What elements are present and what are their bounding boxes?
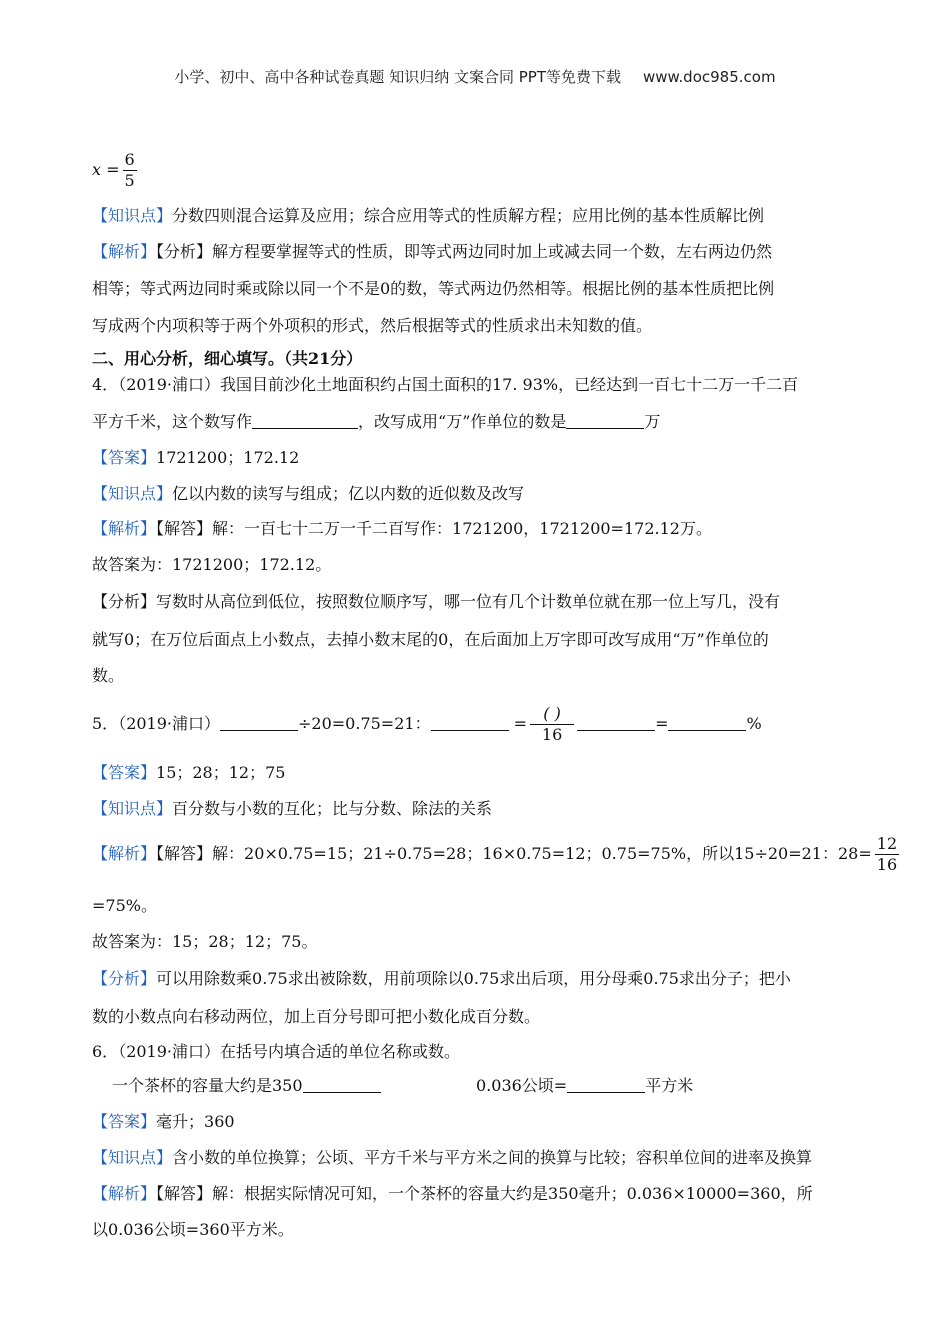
q4-analysis-line-1 [92,592,780,612]
q5-number: 5． [92,714,119,733]
knowledge-tag: 【知识点】 [92,1148,173,1167]
prev-solution-x [92,150,140,191]
q4-answer-line [92,448,299,468]
q5-sol-frac-den: 16 [876,855,898,874]
q5-eq-2: = [655,714,669,733]
q6-solution-line-2: 以0.036公顷=360平方米。 [92,1220,294,1239]
solution-tag: 【解答】 [156,519,213,538]
q4-answer: 1721200；172.12 [156,448,300,467]
q5-solution: 解：20×0.75=15；21÷0.75=28；16×0.75=12；0.75=75%，所以15÷20=21：28= [212,844,872,863]
q4-source: （2019·浦口） [118,375,220,394]
q5-blank-3[interactable] [577,714,655,731]
answer-tag: 【答案】 [92,1112,157,1131]
q4-line-1 [92,375,798,395]
q5-line-1 [92,704,762,745]
q5-blank-4[interactable] [668,714,746,731]
q6-source: （2019·浦口） [118,1042,220,1061]
q4-text-2a: 平方千米，这个数写作 [92,412,253,431]
q6-solution-line-1 [92,1184,813,1204]
analysis-tag: 【解析】 [92,844,157,863]
knowledge-text: 分数四则混合运算及应用；综合应用等式的性质解方程；应用比例的基本性质解比例 [172,206,765,225]
analysis-text: 解方程要掌握等式的性质，即等式两边同时加上或减去同一个数，左右两边仍然 [212,242,773,261]
q6-knowledge: 含小数的单位换算；公顷、平方千米与平方米之间的换算与比较；容积单位间的进率及换算 [172,1148,813,1167]
analysis-tag: 【解析】 [92,242,157,261]
q5-frac-num[interactable]: ( ) [530,704,574,725]
q5-solution-cont: =75%。 [92,896,157,915]
q4-knowledge: 亿以内数的读写与组成；亿以内数的近似数及改写 [172,484,525,503]
q6-item-1: 一个茶杯的容量大约是350 [112,1076,303,1095]
q5-analysis-line-2: 数的小数点向右移动两位，加上百分号即可把小数化成百分数。 [92,1007,541,1026]
q6-item-2a: 0.036公顷= [476,1076,568,1095]
analysis-sub-tag: 【分析】 [156,242,213,261]
answer-tag: 【答案】 [92,763,157,782]
q6-item-2b: 平方米 [645,1076,694,1095]
q4-text-2b: ，改写成用“万”作单位的数是 [358,412,567,431]
q5-answer-line [92,763,285,783]
q4-blank-2[interactable] [566,412,644,429]
q4-number: 4． [92,375,119,394]
page-header [0,66,950,87]
q4-analysis-1: 写数时从高位到低位，按照数位顺序写，哪一位有几个计数单位就在那一位上写几，没有 [156,592,781,611]
q5-percent: % [746,714,762,733]
analysis-sub-tag: 【分析】 [92,592,157,611]
q4-solution: 解：一百七十二万一千二百写作：1721200，1721200=172.12万。 [212,519,712,538]
q4-conclusion: 故答案为：1721200；172.12。 [92,555,332,574]
x-equals: x = [92,160,120,179]
q5-solution-fraction [875,834,899,875]
analysis-sub-tag: 【分析】 [92,969,157,988]
knowledge-tag: 【知识点】 [92,799,173,818]
q5-blank-2[interactable] [431,714,509,731]
q4-text-2c: 万 [644,412,661,431]
answer-tag: 【答案】 [92,448,157,467]
q6-blank-2[interactable] [567,1076,645,1093]
x-frac-num: 6 [124,150,135,169]
q5-solution-line [92,834,902,875]
q6-items [112,1076,381,1096]
q5-analysis-1: 可以用除数乘0.75求出被除数，用前项除以0.75求出后项，用分母乘0.75求出分子；把小 [156,969,791,988]
q6-knowledge-line [92,1148,812,1168]
q4-solution-line [92,519,712,539]
knowledge-tag: 【知识点】 [92,206,173,225]
q4-line-2 [92,412,660,432]
q5-answer: 15；28；12；75 [156,763,286,782]
q5-analysis-line-1 [92,969,791,989]
q6-solution-1: 解：根据实际情况可知，一个茶杯的容量大约是350毫升；0.036×10000=360，所 [212,1184,813,1203]
prev-analysis-line-1 [92,242,772,262]
x-fraction [123,150,137,191]
q5-blank-1[interactable] [220,714,298,731]
x-frac-den: 5 [124,171,135,190]
q5-sol-frac-num: 12 [876,834,898,853]
analysis-tag: 【解析】 [92,1184,157,1203]
q5-eq-1: = [513,714,528,733]
solution-tag: 【解答】 [156,1184,213,1203]
header-text: 小学、初中、高中各种试卷真题 知识归纳 文案合同 PPT等免费下载 [174,68,621,86]
q4-text-1: 我国目前沙化土地面积约占国土面积的17. 93%，已经达到一百七十二万一千二百 [220,375,799,394]
analysis-tag: 【解析】 [92,519,157,538]
q5-part-1: ÷20=0.75=21： [298,714,431,733]
section-title: 二、用心分析，细心填写。（共21分） [92,349,363,368]
solution-tag: 【解答】 [156,844,213,863]
q4-analysis-line-2: 就写0；在万位后面点上小数点，去掉小数末尾的0，在后面加上万字即可改写成用“万”作单位的 [92,630,769,649]
q5-conclusion: 故答案为：15；28；12；75。 [92,932,318,951]
header-url[interactable]: www.doc985.com [642,68,776,86]
q4-analysis-line-3: 数。 [92,666,125,685]
prev-analysis-line-2: 相等；等式两边同时乘或除以同一个不是0的数，等式两边仍然相等。根据比例的基本性质把比例 [92,279,775,298]
q5-knowledge: 百分数与小数的互化；比与分数、除法的关系 [172,799,493,818]
prev-analysis-line-3: 写成两个内项积等于两个外项积的形式，然后根据等式的性质求出未知数的值。 [92,316,653,335]
q6-line-1 [92,1042,460,1062]
q6-blank-1[interactable] [303,1076,381,1093]
prev-knowledge-line [92,206,764,226]
q6-answer: 毫升；360 [156,1112,235,1131]
q5-frac-den: 16 [541,725,563,744]
q4-blank-1[interactable] [252,412,358,429]
q5-source: （2019·浦口） [118,714,220,733]
q5-knowledge-line [92,799,492,819]
knowledge-tag: 【知识点】 [92,484,173,503]
q6-instruction: 在括号内填合适的单位名称或数。 [220,1042,461,1061]
q4-knowledge-line [92,484,524,504]
q5-fraction [530,704,574,745]
q6-item-2-line [476,1076,693,1096]
q6-number: 6． [92,1042,119,1061]
q6-answer-line [92,1112,235,1132]
